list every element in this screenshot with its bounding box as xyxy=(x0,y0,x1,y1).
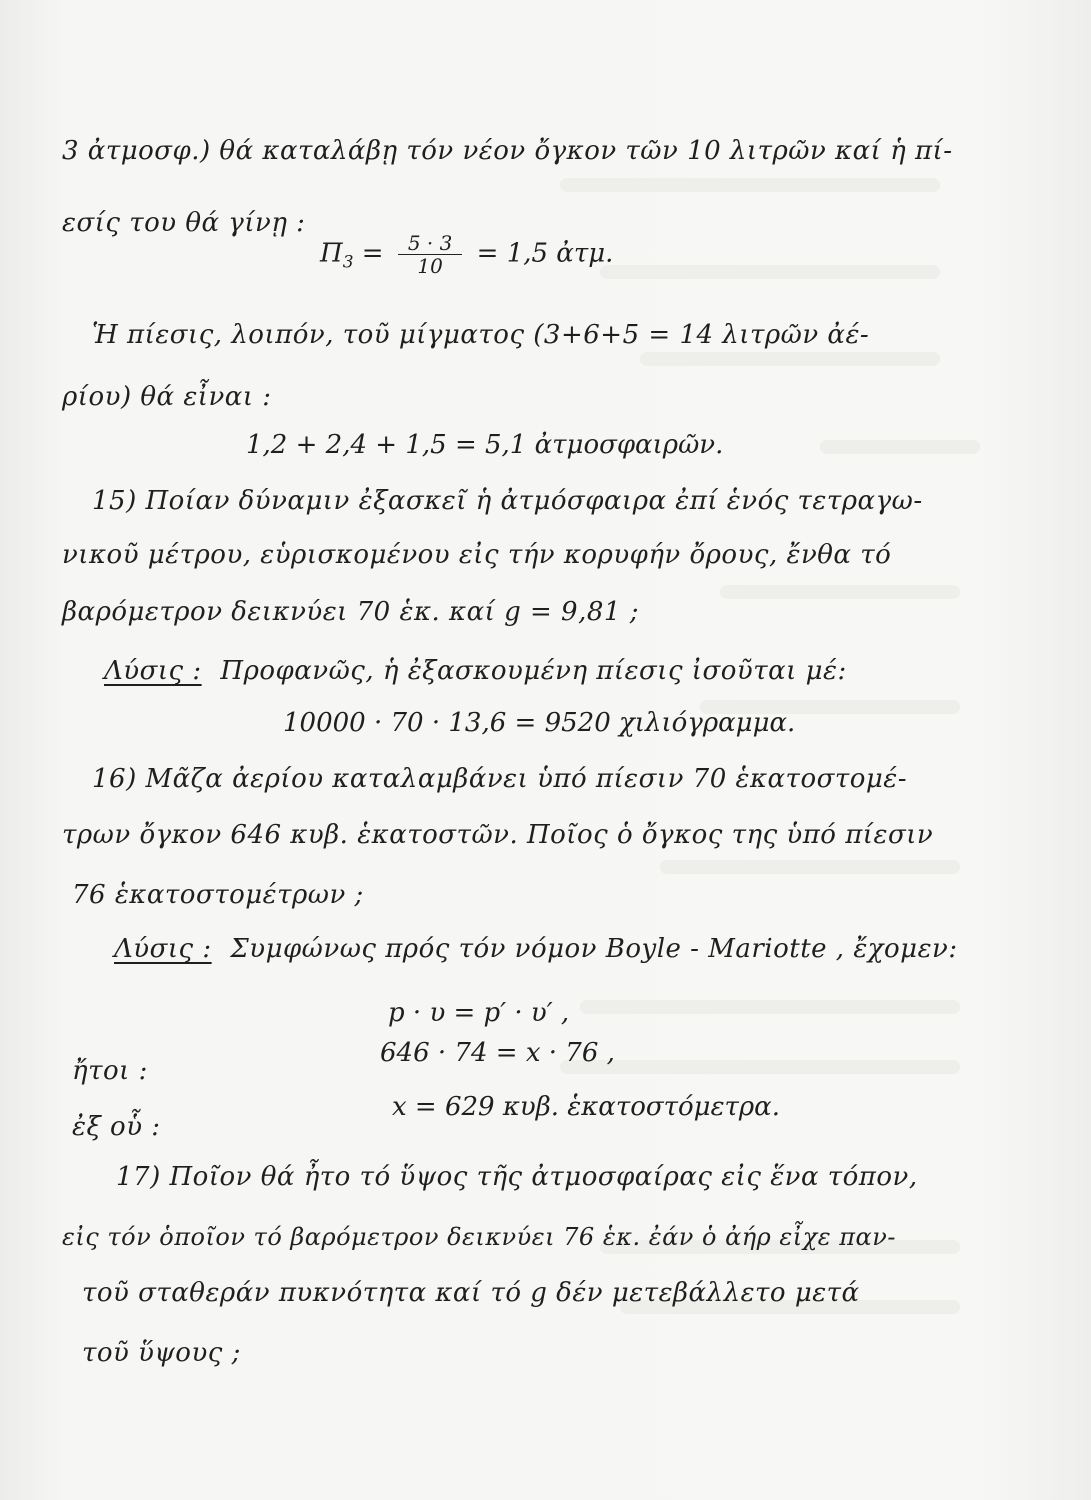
solution-label: Λύσις : xyxy=(114,934,212,964)
formula-sum-pressures: 1,2 + 2,4 + 1,5 = 5,1 ἀτμοσφαιρῶν. xyxy=(246,430,724,460)
formula-symbol: Π xyxy=(320,238,343,269)
solution-line-16 xyxy=(114,932,958,966)
solution-text: Συμφώνως πρός τόν νόμον Boyle - Mariotte , ἔχομεν: xyxy=(230,934,958,964)
formula-result: = 1,5 ἀτμ. xyxy=(476,238,614,269)
formula-subscript: 3 xyxy=(342,252,354,273)
text-line-17: τοῦ σταθεράν πυκνότητα καί τό g δέν μετεβάλλετο μετά xyxy=(82,1278,860,1308)
formula-fraction xyxy=(398,232,463,277)
formula-pressure-3: $\Pi_3$ = $\frac{5 \cdot 3}{10}$ = 1,5 ἀτμ. xyxy=(320,231,614,278)
formula-force: 10000 · 70 · 13,6 = 9520 χιλιόγραμμα. xyxy=(283,708,796,738)
solution-line-15 xyxy=(104,654,847,688)
text-line-2: εσίς του θά γίνῃ : xyxy=(62,208,306,238)
formula-result-volume: x = 629 κυβ. ἑκατοστόμετρα. xyxy=(392,1092,781,1122)
text-line-18: τοῦ ὕψους ; xyxy=(82,1338,241,1368)
text-line-4: ρίου) θά εἶναι : xyxy=(62,382,272,412)
text-line-1: 3 ἀτμοσφ.) θά καταλάβῃ τόν νέον ὄγκον τῶν 10 λιτρῶν καί ἡ πί- xyxy=(62,136,953,166)
formula-substitution: 646 · 74 = x · 76 , xyxy=(380,1038,615,1068)
text-line-11: 76 ἑκατοστομέτρων ; xyxy=(72,880,364,910)
text-line-7: βαρόμετρον δεικνύει 70 ἑκ. καί g = 9,81 ; xyxy=(62,597,639,627)
fraction-numerator: 5 · 3 xyxy=(398,232,463,255)
text-line-10: τρων ὄγκον 646 κυβ. ἑκατοστῶν. Ποῖος ὁ ὄγκος της ὑπό πίεσιν xyxy=(62,820,934,850)
solution-text: Προφανῶς, ἡ ἐξασκουμένη πίεσις ἰσοῦται μέ: xyxy=(220,656,847,686)
text-line-5: 15) Ποίαν δύναμιν ἐξασκεῖ ἡ ἀτμόσφαιρα ἐπί ἑνός τετραγω- xyxy=(92,486,923,516)
text-line-6: νικοῦ μέτρου, εὑρισκομένου εἰς τήν κορυφήν ὄρους, ἔνθα τό xyxy=(62,540,892,570)
text-line-15: 17) Ποῖον θά ἦτο τό ὕψος τῆς ἀτμοσφαίρας εἰς ἕνα τόπον, xyxy=(116,1162,918,1192)
solution-label: Λύσις : xyxy=(104,656,202,686)
text-line-16: εἰς τόν ὁποῖον τό βαρόμετρον δεικνύει 76 ἑκ. ἐάν ὁ ἀήρ εἶχε παν- xyxy=(62,1223,896,1251)
label-ex-ou: ἐξ οὗ : xyxy=(72,1112,161,1142)
formula-boyle: p · υ = p′ · υ′ , xyxy=(388,998,570,1028)
fraction-denominator: 10 xyxy=(417,254,443,278)
text-line-3: Ἡ πίεσις, λοιπόν, τοῦ μίγματος (3+6+5 = 14 λιτρῶν ἀέ- xyxy=(92,320,870,350)
label-etoi: ἤτοι : xyxy=(72,1056,148,1086)
text-line-9: 16) Μᾶζα ἀερίου καταλαμβάνει ὑπό πίεσιν 70 ἑκατοστομέ- xyxy=(92,764,908,794)
